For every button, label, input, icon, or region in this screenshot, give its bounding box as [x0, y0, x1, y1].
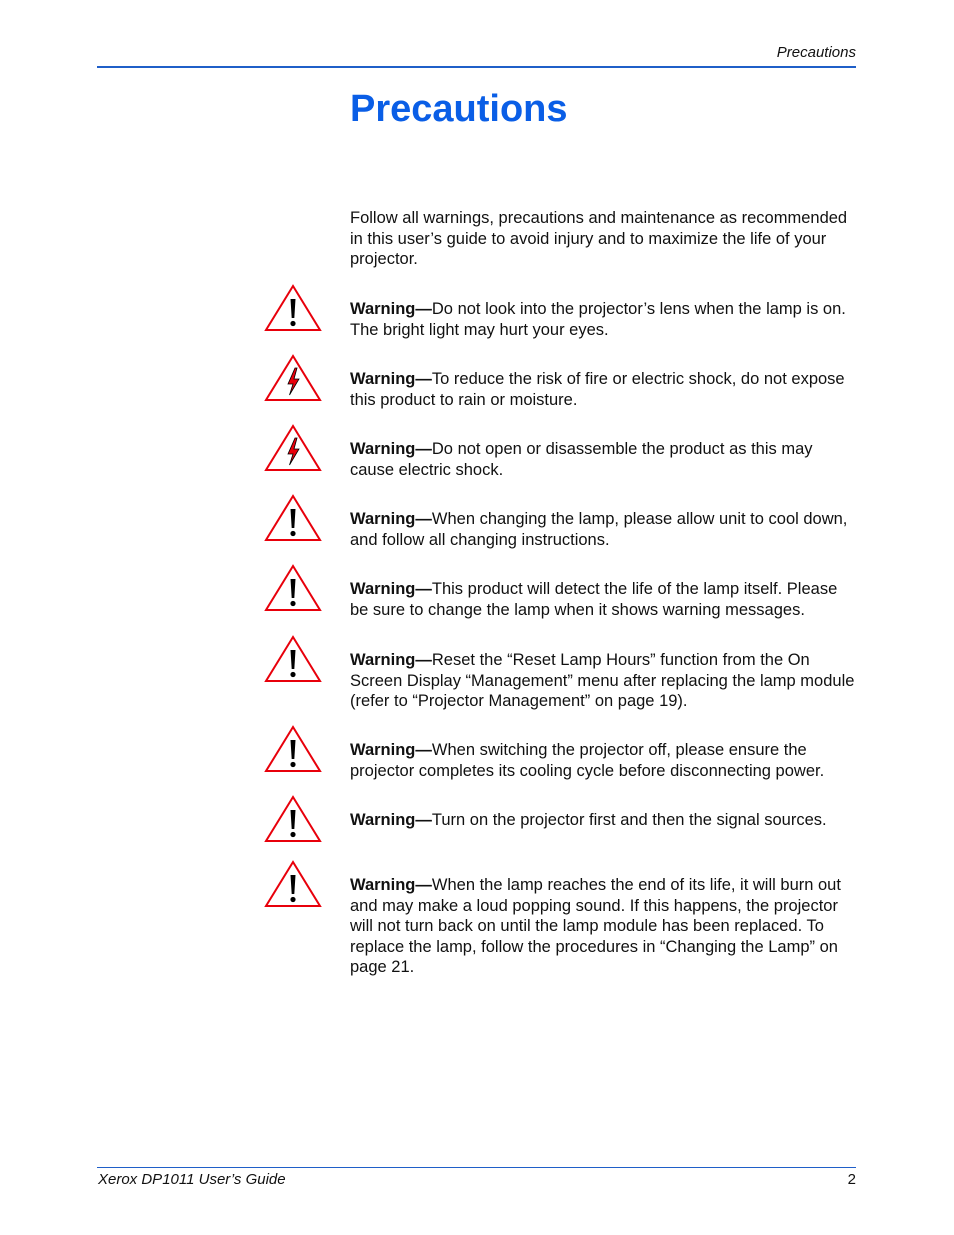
warning-label: Warning— — [350, 876, 432, 894]
page-title: Precautions — [350, 88, 568, 130]
exclamation-warning-icon — [264, 284, 322, 332]
warning-label: Warning— — [350, 741, 432, 759]
warning-label: Warning— — [350, 811, 432, 829]
warning-text: Do not open or disassemble the product as this may cause electric shock. — [350, 440, 813, 479]
exclamation-warning-icon — [264, 494, 322, 542]
exclamation-warning-icon — [264, 635, 322, 683]
exclamation-warning-icon — [264, 725, 322, 773]
electric-shock-warning-icon — [264, 354, 322, 402]
warning-label: Warning— — [350, 440, 432, 458]
warning-text: When the lamp reaches the end of its life, it will burn out and may make a loud popping sound. If this happens, the projector will not turn back on until the lamp module has been replaced. To replace the lamp, follow the procedures in “Changing the Lamp” on page 21. — [350, 876, 841, 976]
warning-label: Warning— — [350, 300, 432, 318]
warning-text: Do not look into the projector’s lens when the lamp is on. The bright light may hurt your eyes. — [350, 300, 846, 339]
warning-text: Reset the “Reset Lamp Hours” function from the On Screen Display “Management” menu after replacing the lamp module (refer to “Projector Management” on page 19). — [350, 651, 855, 710]
warning-item — [350, 299, 860, 340]
exclamation-warning-icon — [264, 860, 322, 908]
running-header: Precautions — [776, 44, 856, 61]
intro-paragraph: Follow all warnings, precautions and maintenance as recommended in this user’s guide to avoid injury and to maximize the life of your projector. — [350, 209, 848, 268]
warning-item — [350, 810, 860, 831]
warning-item — [350, 509, 860, 550]
warning-item — [350, 740, 860, 781]
warning-text: When switching the projector off, please ensure the projector completes its cooling cycle before disconnecting power. — [350, 741, 825, 780]
warning-item — [350, 875, 860, 978]
warning-label: Warning— — [350, 370, 432, 388]
warning-text: This product will detect the life of the lamp itself. Please be sure to change the lamp when it shows warning messages. — [350, 580, 838, 619]
warning-item — [350, 579, 860, 620]
header-rule — [97, 66, 856, 68]
warning-text: To reduce the risk of fire or electric shock, do not expose this product to rain or moisture. — [350, 370, 845, 409]
footer-rule — [97, 1167, 856, 1168]
exclamation-warning-icon — [264, 564, 322, 612]
footer-guide-name: Xerox DP1011 User’s Guide — [98, 1171, 286, 1188]
warning-text: Turn on the projector first and then the signal sources. — [431, 811, 827, 829]
page-number: 2 — [847, 1171, 856, 1188]
electric-shock-warning-icon — [264, 424, 322, 472]
exclamation-warning-icon — [264, 795, 322, 843]
warning-label: Warning— — [350, 510, 432, 528]
warning-label: Warning— — [350, 580, 432, 598]
warning-text: When changing the lamp, please allow unit to cool down, and follow all changing instructions. — [350, 510, 848, 549]
warning-item — [350, 439, 860, 480]
warning-label: Warning— — [350, 651, 432, 669]
warning-item — [350, 650, 860, 712]
warning-item — [350, 369, 860, 410]
